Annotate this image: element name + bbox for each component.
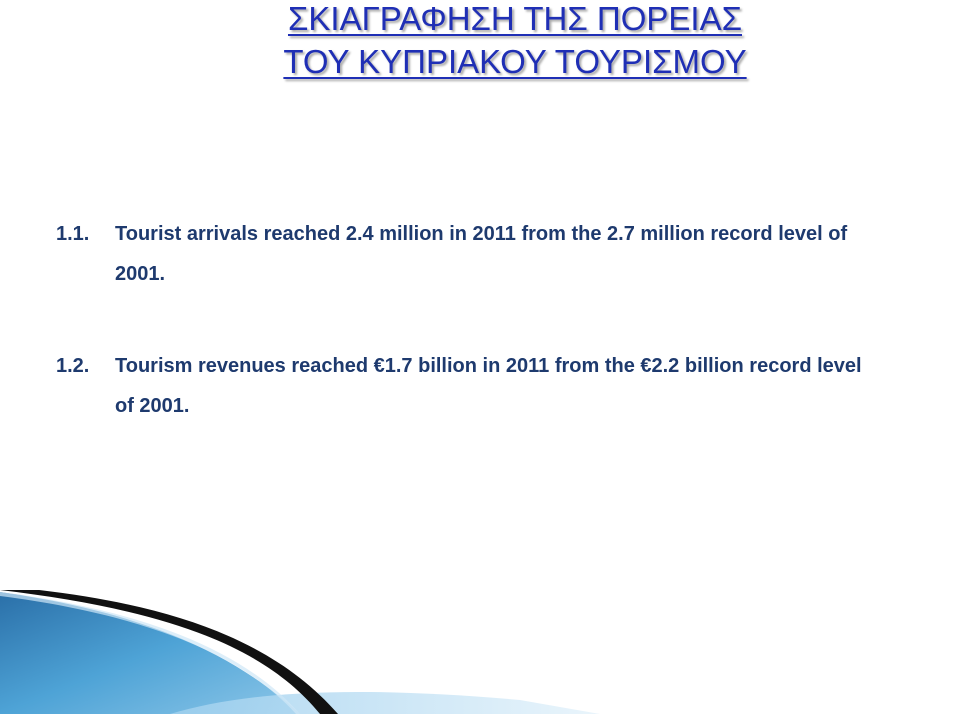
slide-title [0,0,960,83]
item-text: Tourist arrivals reached 2.4 million in 2011 from the 2.7 million record level of [115,223,848,245]
item-number: 1.2. [56,355,90,377]
item-text-continuation: of 2001. [115,395,190,417]
title-line-1: ΣΚΙΑΓΡΑΦΗΣΗ ΤΗΣ ΠΟΡΕΙΑΣ [287,0,742,37]
bullet-item-1 [0,214,960,294]
item-number: 1.1. [56,223,90,245]
decorative-swoosh [0,590,960,714]
item-text-continuation: 2001. [115,263,166,285]
title-line-2: ΤΟΥ ΚΥΠΡΙΑΚΟΥ ΤΟΥΡΙΣΜΟΥ [283,43,747,80]
item-text: Tourism revenues reached €1.7 billion in 2011 from the €2.2 billion record level [115,355,862,377]
bullet-item-2 [0,346,960,426]
